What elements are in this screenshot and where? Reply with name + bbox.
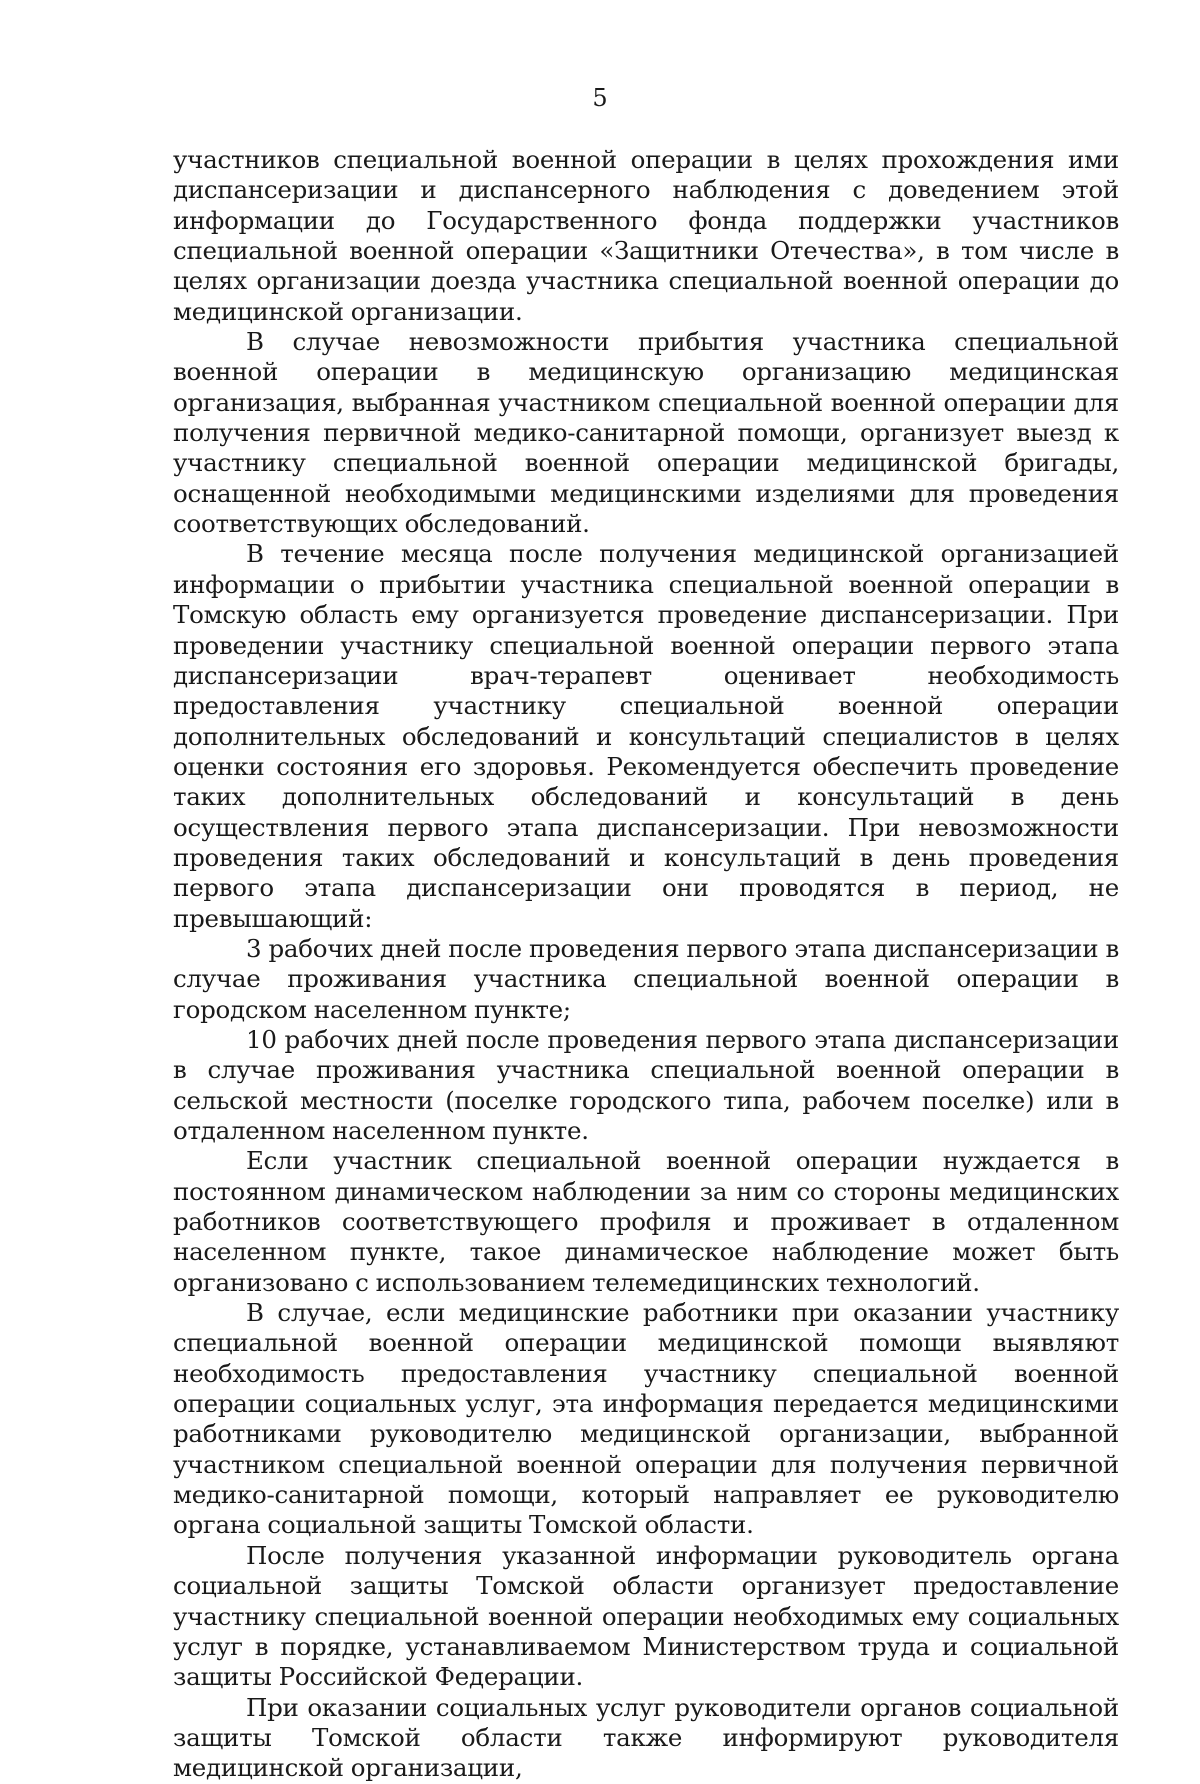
paragraph-social-services-provision: После получения указанной информации руководитель органа социальной защиты Томской области организует предоставление участнику специальной военной операции необходимых ему социальных услуг в порядке, устанавливаемом Министерством труда и социальной защиты Российской Федерации. (173, 1540, 1119, 1692)
paragraph-social-services-need: В случае, если медицинские работники при оказании участнику специальной военной операции медицинской помощи выявляют необходимость предоставления участнику специальной военной операции социальных услуг, эта информация передается медицинскими работниками руководителю медицинской организации, выбранной участником специальной военной операции для получения первичной медико-санитарной помощи, который направляет ее руководителю органа социальной защиты Томской области. (173, 1298, 1119, 1540)
paragraph-visit-impossible: В случае невозможности прибытия участника специальной военной операции в медицинскую организацию медицинская организация, выбранная участником специальной военной операции для получения первичной медико-санитарной помощи, организует выезд к участнику специальной военной операции медицинской бригады, оснащенной необходимыми медицинскими изделиями для проведения соответствующих обследований. (173, 327, 1119, 539)
paragraph-rural-term: 10 рабочих дней после проведения первого этапа диспансеризации в случае проживания участника специальной военной операции в сельской местности (поселке городского типа, рабочем поселке) или в отдаленном населенном пункте. (173, 1024, 1119, 1145)
paragraph-telemedicine: Если участник специальной военной операции нуждается в постоянном динамическом наблюдении за ним со стороны медицинских работников соответствующего профиля и проживает в отдаленном населенном пункте, такое динамическое наблюдение может быть организовано с использованием телемедицинских технологий. (173, 1146, 1119, 1297)
paragraph-continuation: участников специальной военной операции в целях прохождения ими диспансеризации и диспансерного наблюдения с доведением этой информации до Государственного фонда поддержки участников специальной военной операции «Защитники Отечества», в том числе в целях организации доезда участника специальной военной операции до медицинской организации. (173, 145, 1119, 326)
paragraph-dispensarization-month: В течение месяца после получения медицинской организацией информации о прибытии участника специальной военной операции в Томскую область ему организуется проведение диспансеризации. При проведении участнику специальной военной операции первого этапа диспансеризации врач-терапевт оценивает необходимость предоставления участнику специальной военной операции дополнительных обследований и консультаций специалистов в целях оценки состояния его здоровья. Рекомендуется обеспечить проведение таких дополнительных обследований и консультаций в день осуществления первого этапа диспансеризации. При невозможности проведения таких обследований и консультаций в день проведения первого этапа диспансеризации они проводятся в период, не превышающий: (173, 539, 1119, 933)
page-number: 5 (592, 84, 608, 112)
paragraph-urban-term: 3 рабочих дней после проведения первого этапа диспансеризации в случае проживания участника специальной военной операции в городском населенном пункте; (173, 933, 1119, 1024)
document-body (173, 145, 1119, 1784)
paragraph-social-services-inform: При оказании социальных услуг руководители органов социальной защиты Томской области также информируют руководителя медицинской организации, (173, 1692, 1119, 1783)
